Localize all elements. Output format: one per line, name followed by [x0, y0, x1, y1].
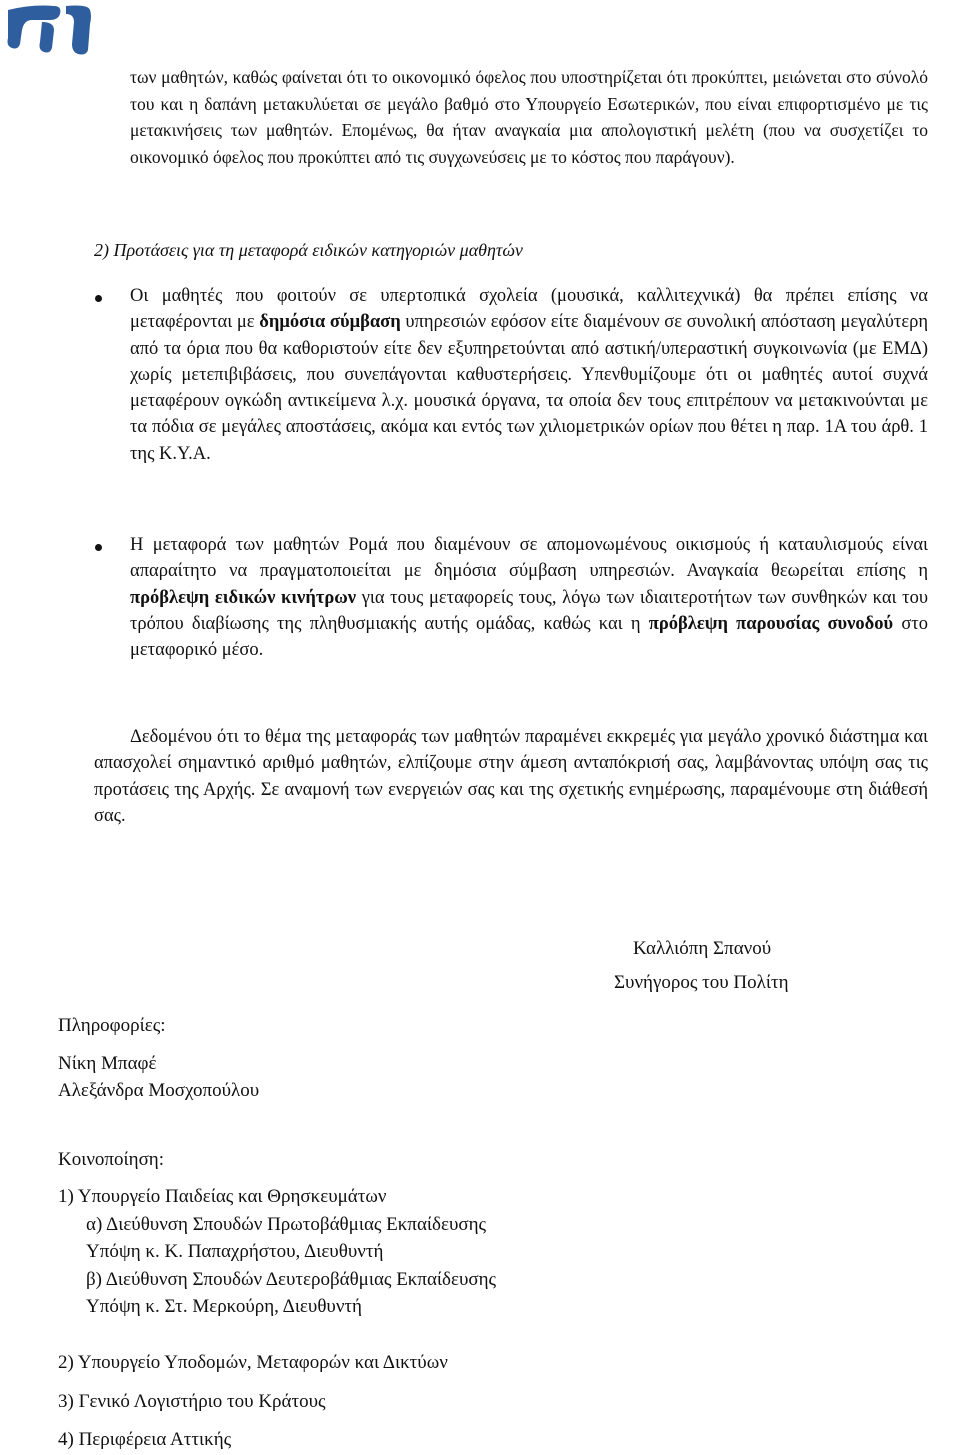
info-label: Πληροφορίες: — [58, 1015, 166, 1036]
cc-subitem: Υπόψη κ. Κ. Παπαχρήστου, Διευθυντή — [86, 1241, 384, 1262]
cc-item: 4) Περιφέρεια Αττικής — [58, 1429, 232, 1450]
signature-title: Συνήγορος του Πολίτη — [614, 972, 789, 993]
intro-paragraph: των μαθητών, καθώς φαίνεται ότι το οικονομικό όφελος που υποστηρίζεται ότι προκύπτει, μειώνεται στο σύνολό του και η δαπάνη μετακυλύεται σε μεγάλο βαθμό στο Υπουργείο Εσωτερικών, που είναι επιφορτισμένο με τις μετακινήσεις των μαθητών. Επομένως, θα ήταν αναγκαία μια απολογιστική μελέτη (που να συσχετίζει το οικονομικό όφελος που προκύπτει από τις συγχωνεύσεις με το κόστος που παράγουν). — [130, 67, 928, 167]
cc-item: 2) Υπουργείο Υποδομών, Μεταφορών και Δικτύων — [58, 1352, 448, 1373]
info-name: Νίκη Μπαφέ — [58, 1053, 157, 1074]
bullet-item-roma-students: Η μεταφορά των μαθητών Ρομά που διαμένουν σε απομονωμένους οικισμούς ή καταυλισμούς είναι απαραίτητο να πραγματοποιείται με δημόσια σύμβαση υπηρεσιών. Αναγκαία θεωρείται επίσης η πρόβλεψη ειδικών κινήτρων για τους μεταφορείς τους, λόγω των ιδιαιτεροτήτων των συνθηκών και του τρόπου διαβίωσης της πληθυσμιακής αυτής ομάδας, καθώς και η πρόβλεψη παρουσίας συνοδού στο μεταφορικό μέσο. — [130, 535, 928, 661]
closing-paragraph: Δεδομένου ότι το θέμα της μεταφοράς των μαθητών παραμένει εκκρεμές για μεγάλο χρονικό διάστημα και απασχολεί σημαντικό αριθμό μαθητών, ελπίζουμε στην άμεση ανταπόκρισή σας, λαμβάνοντας υπόψη σας τις προτάσεις της Αρχής. Σε αναμονή των ενεργειών σας και της σχετικής ενημέρωσης, παραμένουμε στη διάθεσή σας. — [94, 727, 928, 827]
section-heading: 2) Προτάσεις για τη μεταφορά ειδικών κατηγοριών μαθητών — [94, 240, 523, 260]
bullet-item-music-schools: Οι μαθητές που φοιτούν σε υπερτοπικά σχολεία (μουσικά, καλλιτεχνικά) θα πρέπει επίσης να μεταφέρονται με δημόσια σύμβαση υπηρεσιών εφόσον είτε διαμένουν σε συνολική απόσταση μεγαλύτερη από τα όρια που θα καθοριστούν είτε δεν εξυπηρετούνται από αστική/υπεραστική συγκοινωνία (με ΕΜΔ) χωρίς μετεπιβιβάσεις, που συνεπάγονται καθυστερήσεις. Υπενθυμίζουμε ότι οι μαθητές αυτοί συχνά μεταφέρουν ογκώδη αντικείμενα λ.χ. μουσικά όργανα, τα οποία δεν τους επιτρέπουν να μετακινούνται με τα πόδια σε μεγάλες αποστάσεις, ακόμα και εντός των χιλιομετρικών ορίων που θέτει η παρ. 1Α του άρθ. 1 της Κ.Υ.Α. — [130, 286, 928, 464]
cc-item: 1) Υπουργείο Παιδείας και Θρησκευμάτων — [58, 1186, 387, 1207]
ombudsman-logo-icon — [2, 0, 94, 56]
cc-subitem: β) Διεύθυνση Σπουδών Δευτεροβάθμιας Εκπαίδευσης — [86, 1269, 497, 1290]
cc-item: 3) Γενικό Λογιστήριο του Κράτους — [58, 1391, 326, 1412]
cc-subitem: α) Διεύθυνση Σπουδών Πρωτοβάθμιας Εκπαίδευσης — [86, 1214, 487, 1235]
signature-name: Καλλιόπη Σπανού — [633, 938, 772, 959]
bullet-icon — [95, 544, 102, 551]
info-name: Αλεξάνδρα Μοσχοπούλου — [58, 1080, 260, 1101]
cc-subitem: Υπόψη κ. Στ. Μερκούρη, Διευθυντή — [86, 1296, 362, 1317]
bullet-icon — [95, 295, 102, 302]
cc-label: Κοινοποίηση: — [58, 1149, 165, 1170]
